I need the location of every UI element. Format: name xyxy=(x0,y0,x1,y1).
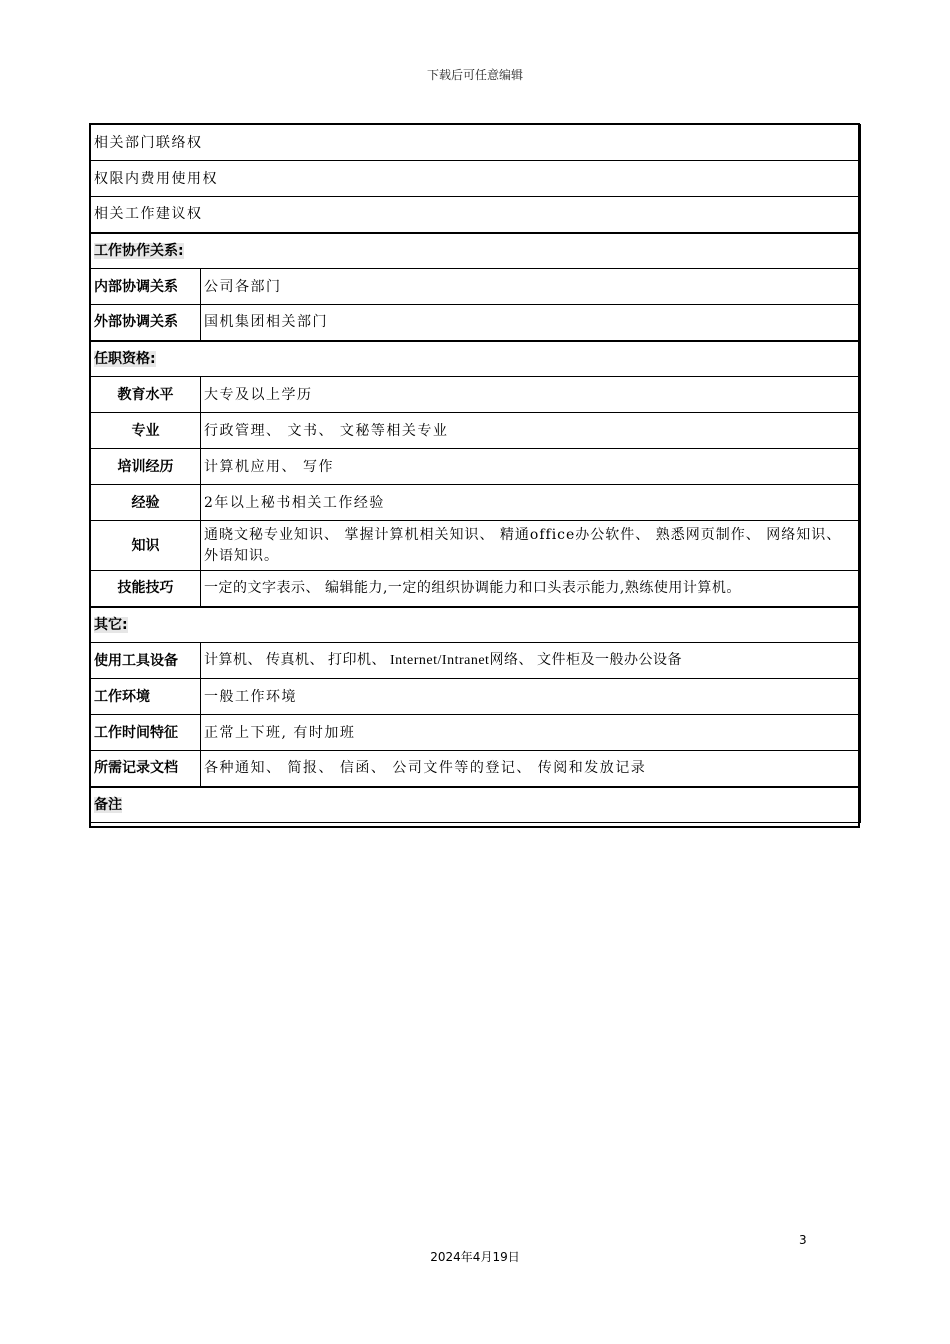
row-label: 技能技巧 xyxy=(91,571,201,607)
section-row xyxy=(91,341,861,377)
page-date: 2024年4月19日 xyxy=(430,1250,520,1264)
section-title-cooperation: 工作协作关系: xyxy=(94,242,184,259)
row-value: 国机集团相关部门 xyxy=(201,305,861,341)
row-value: 一般工作环境 xyxy=(201,679,861,715)
row-label: 使用工具设备 xyxy=(91,643,201,679)
other-row xyxy=(91,643,861,679)
row-value: 公司各部门 xyxy=(201,269,861,305)
qualification-row xyxy=(91,377,861,413)
page-number: 3 xyxy=(799,1233,807,1247)
row-value: 一定的文字表示、 编辑能力,一定的组织协调能力和口头表示能力,熟练使用计算机。 xyxy=(201,571,861,607)
row-label: 工作环境 xyxy=(91,679,201,715)
row-label: 工作时间特征 xyxy=(91,715,201,751)
cooperation-row xyxy=(91,269,861,305)
job-description-table xyxy=(90,124,861,823)
header-note: 下载后可任意编辑 xyxy=(426,68,523,82)
row-label: 教育水平 xyxy=(91,377,201,413)
row-value: 正常上下班, 有时加班 xyxy=(201,715,861,751)
row-label: 专业 xyxy=(91,413,201,449)
section-title-other: 其它: xyxy=(94,616,128,633)
authority-text: 权限内费用使用权 xyxy=(91,161,861,197)
qualification-row xyxy=(91,485,861,521)
row-value: 通晓文秘专业知识、 掌握计算机相关知识、 精通office办公软件、 熟悉网页制作、 网络知识、 外语知识。 xyxy=(201,521,861,571)
row-value: 大专及以上学历 xyxy=(201,377,861,413)
row-label: 外部协调关系 xyxy=(91,305,201,341)
row-value: 2年以上秘书相关工作经验 xyxy=(201,485,861,521)
row-label: 培训经历 xyxy=(91,449,201,485)
row-label: 知识 xyxy=(91,521,201,571)
authority-row xyxy=(91,125,861,161)
qualification-row xyxy=(91,571,861,607)
other-row xyxy=(91,751,861,787)
authority-text: 相关部门联络权 xyxy=(91,125,861,161)
qualification-row xyxy=(91,449,861,485)
row-value: 各种通知、 简报、 信函、 公司文件等的登记、 传阅和发放记录 xyxy=(201,751,861,787)
section-row xyxy=(91,233,861,269)
authority-row xyxy=(91,161,861,197)
authority-text: 相关工作建议权 xyxy=(91,197,861,233)
qualification-row xyxy=(91,413,861,449)
row-value: 计算机应用、 写作 xyxy=(201,449,861,485)
section-title-qualification: 任职资格: xyxy=(94,350,156,367)
section-row xyxy=(91,607,861,643)
row-value: 行政管理、 文书、 文秘等相关专业 xyxy=(201,413,861,449)
other-row xyxy=(91,679,861,715)
row-label: 内部协调关系 xyxy=(91,269,201,305)
section-title-remarks: 备注 xyxy=(94,796,122,813)
row-label: 经验 xyxy=(91,485,201,521)
qualification-row xyxy=(91,521,861,571)
other-row xyxy=(91,715,861,751)
authority-row xyxy=(91,197,861,233)
section-row xyxy=(91,787,861,823)
row-value: 计算机、 传真机、 打印机、 Internet/Intranet网络、 文件柜及一般办公设备 xyxy=(201,643,861,679)
row-label: 所需记录文档 xyxy=(91,751,201,787)
cooperation-row xyxy=(91,305,861,341)
